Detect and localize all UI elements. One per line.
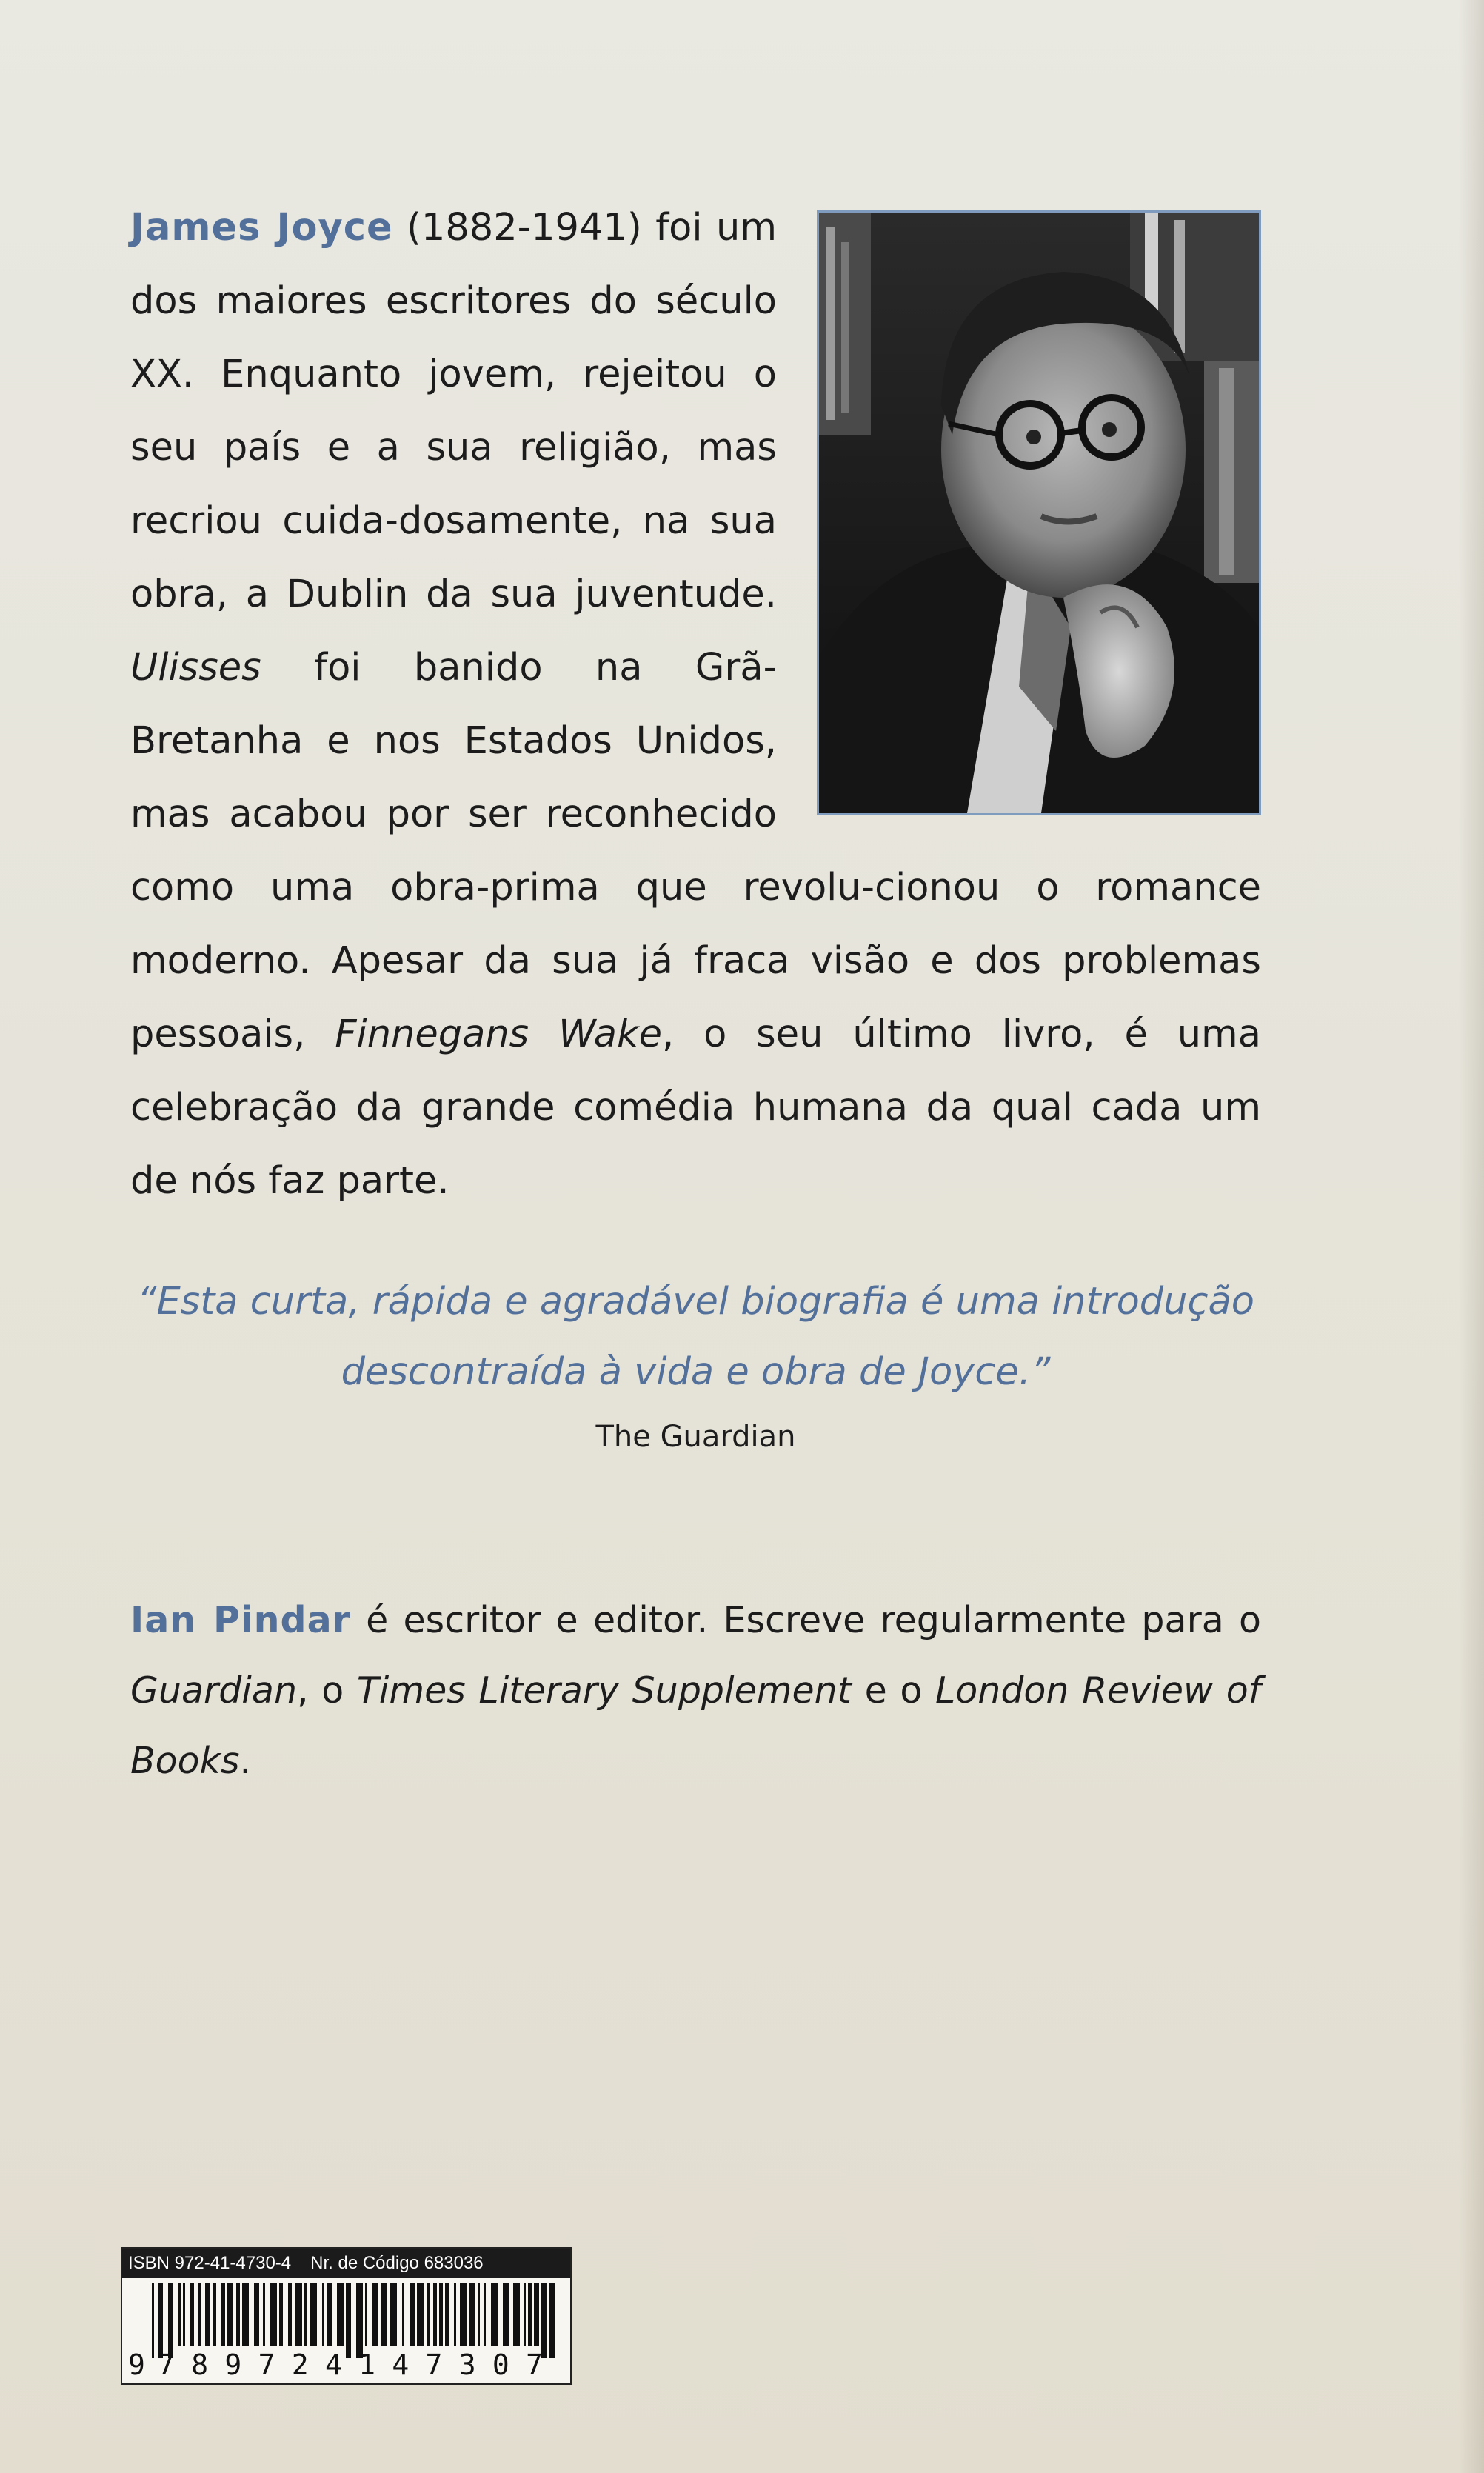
barcode-bar	[513, 2283, 520, 2346]
barcode-bar	[322, 2283, 324, 2346]
barcode-bar	[478, 2283, 480, 2346]
barcode-bar	[270, 2283, 277, 2346]
barcode-bar	[534, 2283, 539, 2346]
barcode-bar	[541, 2283, 547, 2358]
barcode-bar	[346, 2283, 351, 2358]
barcode-bar	[528, 2283, 532, 2346]
cover-edge-shadow	[1459, 0, 1484, 2473]
barcode-bar	[205, 2283, 210, 2346]
isbn-barcode-label	[121, 2247, 572, 2385]
author-bio-text-part2: , o	[297, 1669, 357, 1712]
publication-lrb: London Review of Books	[130, 1669, 1261, 1782]
barcode-bar	[445, 2283, 449, 2346]
barcode-bar	[288, 2283, 292, 2346]
barcode-bar	[254, 2283, 259, 2346]
barcode-bar	[221, 2283, 225, 2346]
review-quote-line-1: “Esta curta, rápida e agradável biografia é uma introdução	[137, 1280, 1254, 1324]
publication-tls: Times Literary Supplement	[356, 1669, 852, 1712]
barcode-bar	[337, 2283, 344, 2346]
barcode-bar	[439, 2283, 443, 2346]
barcode-bar	[236, 2283, 240, 2346]
barcode-bar	[372, 2283, 378, 2346]
book-title-finnegans-wake: Finnegans Wake	[335, 1012, 662, 1056]
barcode-bar	[469, 2283, 475, 2346]
barcode-bar	[295, 2283, 302, 2346]
barcode-bar	[158, 2283, 163, 2358]
portrait-image	[819, 213, 1259, 813]
barcode-bar	[402, 2283, 404, 2346]
barcode-bar	[433, 2283, 437, 2346]
biography-paragraph	[130, 191, 1261, 1218]
biography-text-part3: , o seu último livro, é uma celebração da grande comédia humana da qual cada um de nós faz parte.	[130, 1012, 1261, 1203]
author-bio-text-part4: .	[239, 1740, 252, 1782]
barcode-bar	[390, 2283, 397, 2346]
barcode-bar	[263, 2283, 265, 2346]
author-bio-text-part1: é escritor e editor. Escreve regularmente para o	[350, 1599, 1261, 1641]
barcode-graphic	[122, 2278, 570, 2383]
barcode-bar	[503, 2283, 509, 2346]
barcode-bar	[168, 2283, 173, 2358]
barcode-bar	[454, 2283, 456, 2346]
biography-text-part2: foi banido na Grã-Bretanha e nos Estados Unidos, mas acabou por ser reconhecido como uma obra-prima que revolu-cionou o romance moderno. Apesar da sua já fraca visão e dos problemas pessoais,	[130, 646, 1261, 1056]
barcode-bar	[213, 2283, 216, 2346]
author-name: Ian Pindar	[130, 1599, 351, 1641]
barcode-bar	[356, 2283, 363, 2358]
barcode-bar	[310, 2283, 317, 2346]
subject-name: James Joyce	[130, 206, 393, 250]
barcode-digits: 789724147307	[158, 2349, 543, 2381]
barcode-bar	[327, 2283, 332, 2346]
barcode-bar	[381, 2283, 387, 2346]
barcode-bar	[410, 2283, 415, 2346]
author-bio-text-part3: e o	[851, 1669, 935, 1712]
barcode-bar	[178, 2283, 181, 2346]
author-bio-paragraph	[130, 1585, 1261, 1796]
barcode-bar	[227, 2283, 233, 2346]
barcode-digits-lead: 9	[128, 2349, 145, 2381]
barcode-bar	[484, 2283, 486, 2346]
biography-text-part1: (1882-1941) foi um dos maiores escritores do século XX. Enquanto jovem, rejeitou o seu país e a sua religião, mas recriou cuida-dosamente, na sua obra, a Dublin da sua juventude.	[130, 206, 777, 616]
author-portrait-photo	[817, 210, 1261, 815]
barcode-bar	[549, 2283, 555, 2358]
barcode-bar	[242, 2283, 249, 2346]
review-quote-block	[130, 1266, 1261, 1459]
publication-guardian: Guardian	[130, 1669, 297, 1712]
barcode-bar	[198, 2283, 201, 2346]
barcode-header	[122, 2249, 570, 2278]
barcode-bar	[183, 2283, 185, 2346]
barcode-bar	[279, 2283, 283, 2346]
review-quote-line-2: descontraída à vida e obra de Joyce.”	[341, 1350, 1051, 1394]
barcode-bar	[491, 2283, 498, 2346]
barcode-bar	[417, 2283, 424, 2346]
isbn-number: ISBN 972-41-4730-4	[128, 2253, 292, 2273]
product-code: Nr. de Código 683036	[310, 2253, 484, 2273]
barcode-bar	[365, 2283, 367, 2346]
barcode-bar	[427, 2283, 430, 2346]
barcode-bar	[152, 2283, 154, 2358]
book-title-ulisses: Ulisses	[130, 646, 261, 690]
barcode-bar	[524, 2283, 526, 2346]
barcode-bar	[460, 2283, 467, 2346]
review-quote-source: The Guardian	[595, 1420, 796, 1454]
barcode-bar	[190, 2283, 194, 2346]
barcode-bar	[304, 2283, 307, 2346]
